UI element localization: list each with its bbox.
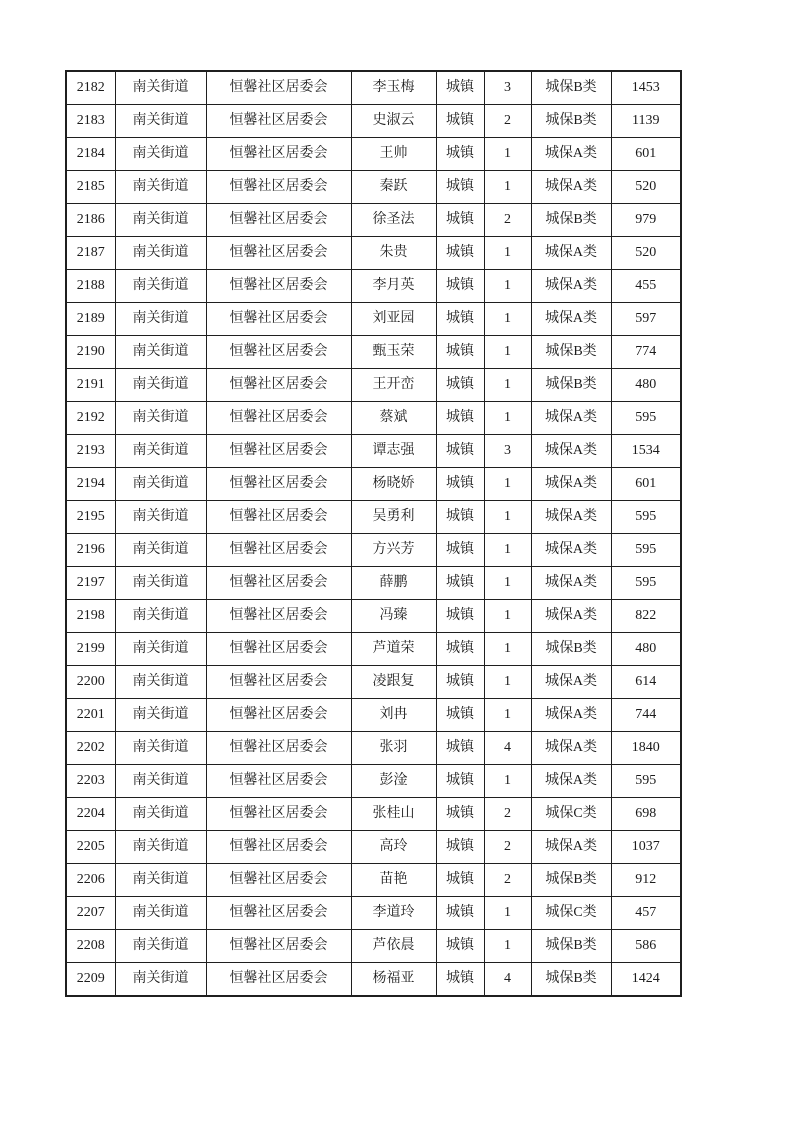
cell-category: 城保A类 — [531, 171, 611, 204]
cell-person-count: 1 — [484, 138, 531, 171]
cell-name: 王开峦 — [351, 369, 436, 402]
cell-committee: 恒馨社区居委会 — [206, 699, 351, 732]
cell-id: 2186 — [66, 204, 115, 237]
cell-person-count: 1 — [484, 930, 531, 963]
cell-person-count: 2 — [484, 831, 531, 864]
cell-amount: 586 — [611, 930, 681, 963]
cell-id: 2200 — [66, 666, 115, 699]
cell-person-count: 1 — [484, 402, 531, 435]
cell-amount: 601 — [611, 468, 681, 501]
cell-residence-type: 城镇 — [436, 270, 484, 303]
cell-category: 城保B类 — [531, 336, 611, 369]
cell-name: 蔡斌 — [351, 402, 436, 435]
cell-name: 徐圣法 — [351, 204, 436, 237]
cell-committee: 恒馨社区居委会 — [206, 765, 351, 798]
cell-committee: 恒馨社区居委会 — [206, 930, 351, 963]
cell-name: 冯臻 — [351, 600, 436, 633]
cell-street: 南关街道 — [115, 138, 206, 171]
cell-id: 2199 — [66, 633, 115, 666]
cell-name: 李玉梅 — [351, 71, 436, 105]
cell-id: 2207 — [66, 897, 115, 930]
cell-street: 南关街道 — [115, 567, 206, 600]
cell-committee: 恒馨社区居委会 — [206, 468, 351, 501]
cell-category: 城保A类 — [531, 732, 611, 765]
cell-person-count: 2 — [484, 105, 531, 138]
cell-residence-type: 城镇 — [436, 567, 484, 600]
cell-residence-type: 城镇 — [436, 303, 484, 336]
cell-committee: 恒馨社区居委会 — [206, 600, 351, 633]
cell-residence-type: 城镇 — [436, 171, 484, 204]
table-row — [66, 204, 681, 237]
cell-category: 城保A类 — [531, 270, 611, 303]
cell-person-count: 2 — [484, 798, 531, 831]
cell-id: 2209 — [66, 963, 115, 997]
cell-amount: 912 — [611, 864, 681, 897]
cell-amount: 1840 — [611, 732, 681, 765]
table-row — [66, 369, 681, 402]
cell-category: 城保A类 — [531, 699, 611, 732]
cell-committee: 恒馨社区居委会 — [206, 369, 351, 402]
cell-committee: 恒馨社区居委会 — [206, 303, 351, 336]
cell-street: 南关街道 — [115, 930, 206, 963]
cell-category: 城保A类 — [531, 600, 611, 633]
cell-category: 城保A类 — [531, 765, 611, 798]
cell-amount: 1139 — [611, 105, 681, 138]
cell-category: 城保A类 — [531, 567, 611, 600]
cell-committee: 恒馨社区居委会 — [206, 105, 351, 138]
cell-amount: 698 — [611, 798, 681, 831]
cell-id: 2196 — [66, 534, 115, 567]
cell-id: 2202 — [66, 732, 115, 765]
cell-residence-type: 城镇 — [436, 468, 484, 501]
table-row — [66, 402, 681, 435]
cell-category: 城保B类 — [531, 204, 611, 237]
cell-street: 南关街道 — [115, 534, 206, 567]
cell-street: 南关街道 — [115, 303, 206, 336]
cell-name: 刘亚园 — [351, 303, 436, 336]
cell-amount: 822 — [611, 600, 681, 633]
cell-category: 城保A类 — [531, 468, 611, 501]
cell-residence-type: 城镇 — [436, 501, 484, 534]
cell-person-count: 4 — [484, 732, 531, 765]
cell-name: 芦道荣 — [351, 633, 436, 666]
cell-person-count: 1 — [484, 699, 531, 732]
cell-committee: 恒馨社区居委会 — [206, 732, 351, 765]
cell-id: 2185 — [66, 171, 115, 204]
cell-amount: 457 — [611, 897, 681, 930]
cell-committee: 恒馨社区居委会 — [206, 435, 351, 468]
cell-person-count: 2 — [484, 864, 531, 897]
table-row — [66, 435, 681, 468]
cell-category: 城保B类 — [531, 71, 611, 105]
table-row — [66, 501, 681, 534]
cell-name: 李月英 — [351, 270, 436, 303]
cell-committee: 恒馨社区居委会 — [206, 567, 351, 600]
cell-street: 南关街道 — [115, 897, 206, 930]
cell-id: 2204 — [66, 798, 115, 831]
cell-street: 南关街道 — [115, 633, 206, 666]
cell-person-count: 1 — [484, 303, 531, 336]
cell-person-count: 1 — [484, 270, 531, 303]
cell-amount: 480 — [611, 369, 681, 402]
cell-residence-type: 城镇 — [436, 699, 484, 732]
cell-committee: 恒馨社区居委会 — [206, 171, 351, 204]
cell-category: 城保A类 — [531, 435, 611, 468]
cell-person-count: 3 — [484, 71, 531, 105]
cell-committee: 恒馨社区居委会 — [206, 633, 351, 666]
cell-street: 南关街道 — [115, 270, 206, 303]
cell-category: 城保A类 — [531, 402, 611, 435]
cell-category: 城保A类 — [531, 303, 611, 336]
cell-amount: 595 — [611, 501, 681, 534]
cell-residence-type: 城镇 — [436, 534, 484, 567]
cell-id: 2188 — [66, 270, 115, 303]
cell-person-count: 1 — [484, 237, 531, 270]
cell-committee: 恒馨社区居委会 — [206, 798, 351, 831]
cell-name: 李道玲 — [351, 897, 436, 930]
cell-category: 城保A类 — [531, 237, 611, 270]
table-row — [66, 71, 681, 105]
cell-residence-type: 城镇 — [436, 138, 484, 171]
cell-category: 城保C类 — [531, 897, 611, 930]
cell-street: 南关街道 — [115, 204, 206, 237]
cell-residence-type: 城镇 — [436, 237, 484, 270]
cell-street: 南关街道 — [115, 468, 206, 501]
cell-person-count: 1 — [484, 336, 531, 369]
cell-street: 南关街道 — [115, 71, 206, 105]
cell-amount: 744 — [611, 699, 681, 732]
cell-amount: 520 — [611, 171, 681, 204]
cell-id: 2206 — [66, 864, 115, 897]
table-row — [66, 336, 681, 369]
cell-person-count: 2 — [484, 204, 531, 237]
cell-street: 南关街道 — [115, 732, 206, 765]
cell-amount: 1534 — [611, 435, 681, 468]
cell-name: 方兴芳 — [351, 534, 436, 567]
cell-person-count: 1 — [484, 534, 531, 567]
cell-residence-type: 城镇 — [436, 435, 484, 468]
cell-person-count: 1 — [484, 633, 531, 666]
cell-person-count: 1 — [484, 369, 531, 402]
cell-person-count: 3 — [484, 435, 531, 468]
cell-residence-type: 城镇 — [436, 71, 484, 105]
cell-residence-type: 城镇 — [436, 831, 484, 864]
cell-name: 彭淦 — [351, 765, 436, 798]
cell-category: 城保B类 — [531, 963, 611, 997]
cell-amount: 1424 — [611, 963, 681, 997]
cell-amount: 595 — [611, 402, 681, 435]
cell-person-count: 1 — [484, 501, 531, 534]
cell-name: 张桂山 — [351, 798, 436, 831]
cell-amount: 520 — [611, 237, 681, 270]
cell-id: 2198 — [66, 600, 115, 633]
table-row — [66, 171, 681, 204]
cell-committee: 恒馨社区居委会 — [206, 831, 351, 864]
table-row — [66, 765, 681, 798]
cell-name: 苗艳 — [351, 864, 436, 897]
cell-street: 南关街道 — [115, 699, 206, 732]
cell-street: 南关街道 — [115, 864, 206, 897]
cell-name: 高玲 — [351, 831, 436, 864]
cell-id: 2187 — [66, 237, 115, 270]
cell-residence-type: 城镇 — [436, 204, 484, 237]
cell-person-count: 1 — [484, 765, 531, 798]
cell-category: 城保A类 — [531, 501, 611, 534]
cell-id: 2197 — [66, 567, 115, 600]
cell-id: 2182 — [66, 71, 115, 105]
cell-id: 2201 — [66, 699, 115, 732]
cell-person-count: 1 — [484, 897, 531, 930]
cell-id: 2194 — [66, 468, 115, 501]
cell-amount: 597 — [611, 303, 681, 336]
benefits-roster-table — [65, 70, 682, 997]
cell-residence-type: 城镇 — [436, 864, 484, 897]
cell-residence-type: 城镇 — [436, 732, 484, 765]
cell-committee: 恒馨社区居委会 — [206, 71, 351, 105]
cell-street: 南关街道 — [115, 435, 206, 468]
table-row — [66, 930, 681, 963]
cell-id: 2191 — [66, 369, 115, 402]
cell-name: 甄玉荣 — [351, 336, 436, 369]
table-row — [66, 303, 681, 336]
cell-category: 城保B类 — [531, 864, 611, 897]
cell-street: 南关街道 — [115, 369, 206, 402]
cell-name: 杨福亚 — [351, 963, 436, 997]
cell-residence-type: 城镇 — [436, 402, 484, 435]
table-row — [66, 237, 681, 270]
cell-id: 2195 — [66, 501, 115, 534]
cell-name: 张羽 — [351, 732, 436, 765]
cell-name: 芦依晨 — [351, 930, 436, 963]
cell-name: 史淑云 — [351, 105, 436, 138]
cell-amount: 774 — [611, 336, 681, 369]
table-row — [66, 270, 681, 303]
cell-amount: 1453 — [611, 71, 681, 105]
cell-category: 城保A类 — [531, 138, 611, 171]
cell-residence-type: 城镇 — [436, 336, 484, 369]
table-row — [66, 798, 681, 831]
cell-id: 2208 — [66, 930, 115, 963]
cell-amount: 595 — [611, 567, 681, 600]
table-row — [66, 105, 681, 138]
cell-amount: 480 — [611, 633, 681, 666]
cell-committee: 恒馨社区居委会 — [206, 270, 351, 303]
cell-street: 南关街道 — [115, 105, 206, 138]
cell-street: 南关街道 — [115, 237, 206, 270]
cell-amount: 979 — [611, 204, 681, 237]
table-row — [66, 666, 681, 699]
cell-id: 2189 — [66, 303, 115, 336]
cell-street: 南关街道 — [115, 963, 206, 997]
cell-residence-type: 城镇 — [436, 930, 484, 963]
cell-residence-type: 城镇 — [436, 633, 484, 666]
cell-category: 城保B类 — [531, 105, 611, 138]
cell-amount: 455 — [611, 270, 681, 303]
cell-residence-type: 城镇 — [436, 963, 484, 997]
table-row — [66, 831, 681, 864]
cell-committee: 恒馨社区居委会 — [206, 897, 351, 930]
cell-committee: 恒馨社区居委会 — [206, 501, 351, 534]
cell-id: 2190 — [66, 336, 115, 369]
cell-person-count: 4 — [484, 963, 531, 997]
cell-name: 谭志强 — [351, 435, 436, 468]
cell-street: 南关街道 — [115, 798, 206, 831]
cell-residence-type: 城镇 — [436, 105, 484, 138]
cell-id: 2193 — [66, 435, 115, 468]
cell-committee: 恒馨社区居委会 — [206, 963, 351, 997]
table-row — [66, 633, 681, 666]
cell-id: 2184 — [66, 138, 115, 171]
cell-committee: 恒馨社区居委会 — [206, 336, 351, 369]
cell-street: 南关街道 — [115, 666, 206, 699]
cell-committee: 恒馨社区居委会 — [206, 864, 351, 897]
cell-residence-type: 城镇 — [436, 666, 484, 699]
cell-residence-type: 城镇 — [436, 369, 484, 402]
cell-person-count: 1 — [484, 468, 531, 501]
table-row — [66, 600, 681, 633]
table-row — [66, 138, 681, 171]
table-row — [66, 963, 681, 997]
table-row — [66, 534, 681, 567]
cell-residence-type: 城镇 — [436, 765, 484, 798]
cell-name: 杨晓娇 — [351, 468, 436, 501]
cell-name: 朱贵 — [351, 237, 436, 270]
cell-amount: 601 — [611, 138, 681, 171]
cell-street: 南关街道 — [115, 402, 206, 435]
cell-category: 城保A类 — [531, 831, 611, 864]
cell-person-count: 1 — [484, 171, 531, 204]
cell-amount: 595 — [611, 534, 681, 567]
cell-committee: 恒馨社区居委会 — [206, 534, 351, 567]
cell-amount: 595 — [611, 765, 681, 798]
cell-amount: 614 — [611, 666, 681, 699]
cell-committee: 恒馨社区居委会 — [206, 237, 351, 270]
table-row — [66, 732, 681, 765]
cell-person-count: 1 — [484, 666, 531, 699]
cell-street: 南关街道 — [115, 501, 206, 534]
cell-id: 2183 — [66, 105, 115, 138]
cell-street: 南关街道 — [115, 600, 206, 633]
cell-committee: 恒馨社区居委会 — [206, 402, 351, 435]
cell-street: 南关街道 — [115, 171, 206, 204]
cell-street: 南关街道 — [115, 765, 206, 798]
table-row — [66, 864, 681, 897]
cell-residence-type: 城镇 — [436, 798, 484, 831]
cell-id: 2192 — [66, 402, 115, 435]
cell-amount: 1037 — [611, 831, 681, 864]
cell-committee: 恒馨社区居委会 — [206, 204, 351, 237]
cell-category: 城保A类 — [531, 534, 611, 567]
cell-name: 吴勇利 — [351, 501, 436, 534]
table-row — [66, 567, 681, 600]
cell-committee: 恒馨社区居委会 — [206, 666, 351, 699]
cell-category: 城保A类 — [531, 666, 611, 699]
cell-name: 刘冉 — [351, 699, 436, 732]
cell-category: 城保B类 — [531, 633, 611, 666]
cell-id: 2203 — [66, 765, 115, 798]
cell-name: 王帅 — [351, 138, 436, 171]
cell-person-count: 1 — [484, 600, 531, 633]
cell-category: 城保B类 — [531, 369, 611, 402]
cell-street: 南关街道 — [115, 336, 206, 369]
cell-name: 凌跟复 — [351, 666, 436, 699]
table-row — [66, 699, 681, 732]
cell-street: 南关街道 — [115, 831, 206, 864]
cell-residence-type: 城镇 — [436, 897, 484, 930]
cell-name: 秦跃 — [351, 171, 436, 204]
cell-category: 城保C类 — [531, 798, 611, 831]
cell-committee: 恒馨社区居委会 — [206, 138, 351, 171]
cell-name: 薛鹏 — [351, 567, 436, 600]
table-row — [66, 897, 681, 930]
cell-id: 2205 — [66, 831, 115, 864]
cell-person-count: 1 — [484, 567, 531, 600]
cell-category: 城保B类 — [531, 930, 611, 963]
cell-residence-type: 城镇 — [436, 600, 484, 633]
table-row — [66, 468, 681, 501]
table-body — [66, 71, 681, 996]
